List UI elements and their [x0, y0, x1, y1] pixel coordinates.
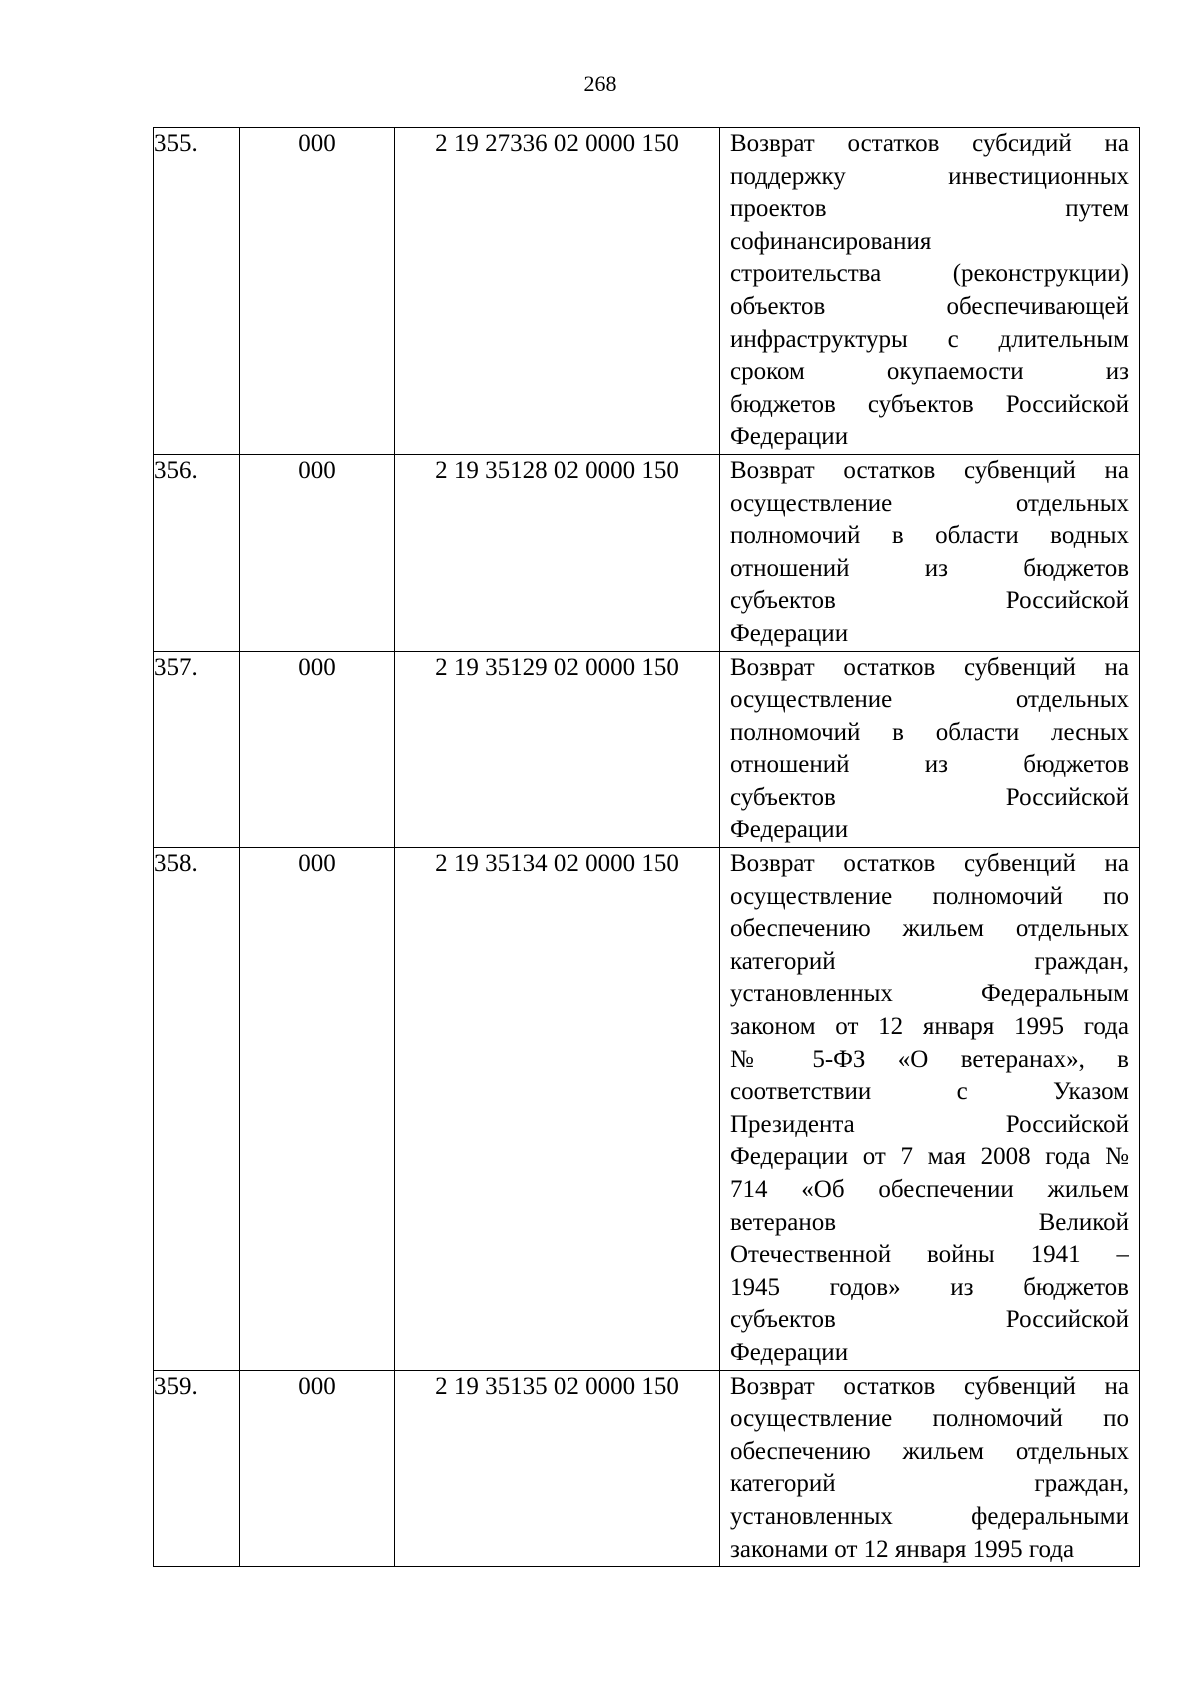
description-line: обеспечению жильем отдельных: [730, 1437, 1129, 1465]
description-line: осуществление полномочий по: [730, 1405, 1129, 1433]
description-line: осуществление отдельных: [730, 489, 1129, 517]
description-line: осуществление полномочий по: [730, 882, 1129, 910]
description-line: законами от 12 января 1995 года: [730, 1535, 1075, 1563]
description-line: 714 «Об обеспечении жильем: [730, 1176, 1129, 1203]
budget-code-table: [153, 127, 1140, 1567]
income-description: [720, 848, 1140, 1371]
description-line: поддержку инвестиционных: [730, 162, 1129, 190]
description-line: полномочий в области лесных: [730, 718, 1129, 746]
description-line: субъектов Российской: [730, 587, 1129, 615]
income-description: [720, 1370, 1140, 1567]
description-line: ветеранов Великой: [730, 1208, 1129, 1236]
administrator-code: 000: [240, 1370, 395, 1567]
table-row: [154, 1370, 1140, 1567]
description-line: категорий граждан,: [730, 947, 1129, 975]
budget-classification-code: 2 19 35134 02 0000 150: [395, 848, 720, 1371]
row-number: 355.: [154, 128, 240, 455]
description-line: установленных Федеральным: [730, 980, 1129, 1008]
description-line: Федерации: [730, 619, 849, 647]
description-line: инфраструктуры с длительным: [730, 325, 1129, 353]
description-line: объектов обеспечивающей: [730, 292, 1129, 320]
description-line: Президента Российской: [730, 1110, 1129, 1138]
description-line: строительства (реконструкции): [730, 260, 1129, 288]
table-row: [154, 128, 1140, 455]
budget-classification-code: 2 19 35135 02 0000 150: [395, 1370, 720, 1567]
row-number: 356.: [154, 454, 240, 651]
income-description: [720, 454, 1140, 651]
table-body: [154, 128, 1140, 1567]
description-line: отношений из бюджетов: [730, 554, 1129, 582]
page-number: 268: [583, 71, 617, 96]
description-line: бюджетов субъектов Российской: [730, 390, 1129, 418]
budget-classification-code: 2 19 35128 02 0000 150: [395, 454, 720, 651]
budget-classification-code: 2 19 35129 02 0000 150: [395, 651, 720, 848]
description-line: сроком окупаемости из: [730, 358, 1129, 386]
description-line: Возврат остатков субвенций на: [730, 653, 1129, 681]
budget-classification-code: 2 19 27336 02 0000 150: [395, 128, 720, 455]
description-line: соответствии с Указом: [730, 1078, 1129, 1106]
description-line: Федерации от 7 мая 2008 года №: [730, 1143, 1129, 1171]
administrator-code: 000: [240, 651, 395, 848]
description-line: отношений из бюджетов: [730, 751, 1129, 779]
description-line: категорий граждан,: [730, 1470, 1129, 1498]
row-number: 359.: [154, 1370, 240, 1567]
description-line: Федерации: [730, 816, 849, 844]
table-row: [154, 651, 1140, 848]
description-line: Возврат остатков субвенций на: [730, 1372, 1129, 1400]
administrator-code: 000: [240, 848, 395, 1371]
description-line: Федерации: [730, 1338, 849, 1366]
description-line: обеспечению жильем отдельных: [730, 915, 1129, 943]
description-line: законом от 12 января 1995 года: [730, 1013, 1129, 1041]
description-line: субъектов Российской: [730, 1306, 1129, 1334]
description-line: Возврат остатков субвенций на: [730, 456, 1129, 484]
description-line: субъектов Российской: [730, 783, 1129, 811]
administrator-code: 000: [240, 128, 395, 455]
description-line: Отечественной войны 1941 –: [730, 1241, 1129, 1269]
row-number: 357.: [154, 651, 240, 848]
description-line: № 5-ФЗ «О ветеранах», в: [730, 1045, 1129, 1073]
description-line: Федерации: [730, 423, 849, 451]
description-line: софинансирования: [730, 227, 932, 255]
description-line: проектов путем: [730, 195, 1129, 223]
table-row: [154, 848, 1140, 1371]
income-description: [720, 651, 1140, 848]
description-line: осуществление отдельных: [730, 686, 1129, 714]
income-description: [720, 128, 1140, 455]
row-number: 358.: [154, 848, 240, 1371]
description-line: полномочий в области водных: [730, 522, 1129, 550]
table-row: [154, 454, 1140, 651]
administrator-code: 000: [240, 454, 395, 651]
description-line: Возврат остатков субвенций на: [730, 850, 1129, 878]
description-line: 1945 годов» из бюджетов: [730, 1273, 1129, 1301]
description-line: Возврат остатков субсидий на: [730, 130, 1129, 157]
description-line: установленных федеральными: [730, 1502, 1129, 1530]
